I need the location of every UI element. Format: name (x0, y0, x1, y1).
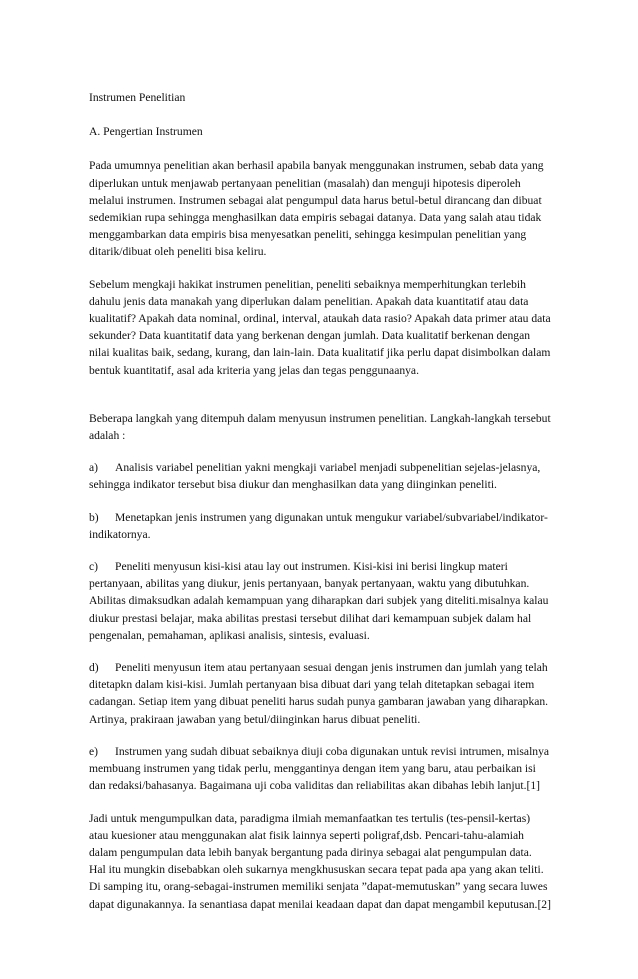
step-item-b (89, 509, 551, 543)
document-body (89, 89, 551, 928)
step-label: e) (89, 744, 99, 758)
step-text: Peneliti menyusun item atau pertanyaan sesuai dengan jenis instrumen dan jumlah yang telah ditetapkn dalam kisi-kisi. Jumlah pertanyaan bisa dibuat dari yang telah ditetapkan sebagai item cadangan. Setiap item yang dibuat peneliti harus sudah punya gambaran jawaban yang diharapkan. Artinya, prakiraan jawaban yang betul/diinginkan harus dibuat peneliti. (89, 661, 549, 726)
step-label: c) (89, 560, 99, 574)
paragraph-steps-intro: Beberapa langkah yang ditempuh dalam menyusun instrumen penelitian. Langkah-langkah tersebut adalah : (89, 411, 551, 443)
paragraph-intro: Pada umumnya penelitian akan berhasil apabila banyak menggunakan instrumen, sebab data yang diperlukan untuk menjawab pertanyaan penelitian (masalah) dan menguji hipotesis diperoleh melalui instrumen. Instrumen sebagai alat pengumpul data harus betul-betul dirancang dan dibuat sedemikian rupa sehingga menghasilkan data empiris sebagai datanya. Data yang salah atau tidak menggambarkan data empiris bisa menyesatkan peneliti, sehingga kesimpulan penelitian yang ditarik/dibuat oleh peneliti bisa keliru. (89, 159, 544, 259)
step-text: Peneliti menyusun kisi-kisi atau lay out instrumen. Kisi-kisi ini berisi lingkup materi pertanyaan, abilitas yang diukur, jenis pertanyaan, banyak pertanyaan, waktu yang dibutuhkan. Abilitas dimaksudkan adalah kemampuan yang diharapkan dari subjek yang diteliti.misalnya kalau diukur prestasi belajar, maka abilitas prestasi tersebut dilihat dari kemampuan subjek dalam hal pengenalan, pemahaman, aplikasi analisis, sintesis, evaluasi. (89, 560, 549, 642)
document-title: Instrumen Penelitian (89, 91, 186, 104)
step-label: b) (89, 510, 99, 524)
paragraph-before: Sebelum mengkaji hakikat instrumen penelitian, peneliti sebaiknya memperhitungkan terlebih dahulu jenis data manakah yang diperlukan dalam penelitian. Apakah data kuantitatif atau data kualitatif? Apakah data nominal, ordinal, interval, ataukah data rasio? Apakah data primer atau data sekunder? Data kuantitatif data yang berkenan dengan jumlah. Data kualitatif berkenan dengan nilai kualitas baik, sedang, kurang, dan lain-lain. Data kualitatif jika perlu dapat disimbolkan dalam bentuk kuantitatif, asal ada kriteria yang jelas dan tegas penggunaanya. (89, 277, 551, 377)
section-heading: A. Pengertian Instrumen (89, 125, 203, 139)
step-item-e (89, 743, 551, 795)
step-item-c (89, 558, 551, 644)
paragraph-closing: Jadi untuk mengumpulkan data, paradigma ilmiah memanfaatkan tes tertulis (tes-pensil-kertas) atau kuesioner atau menggunakan alat fisik lainnya seperti poligraf,dsb. Pencari-tahu-alamiah dalam pengumpulan data lebih banyak bergantung pada dirinya sebagai alat pengumpulan data. Hal itu mungkin disebabkan oleh sukarnya mengkhususkan secara tepat pada apa yang akan teliti. Di samping itu, orang-sebagai-instrumen memiliki senjata ”dapat-memutuskan” yang secara luwes dapat digunakannya. Ia senantiasa dapat menilai keadaan dapat dan dapat mengambil keputusan.[2] (89, 811, 551, 911)
step-text: Instrumen yang sudah dibuat sebaiknya diuji coba digunakan untuk revisi intrumen, misalnya membuang instrumen yang tidak perlu, menggantinya dengan item yang baru, atau perbaikan isi dan redaksi/bahasanya. Bagaimana uji coba validitas dan reliabilitas akan dibahas lebih lanjut.[1] (89, 744, 550, 793)
step-text: Analisis variabel penelitian yakni mengkaji variabel menjadi subpenelitian sejelas-jelasnya, sehingga indikator tersebut bisa diukur dan menghasilkan data yang diinginkan peneliti. (89, 461, 541, 492)
step-label: d) (89, 661, 99, 675)
step-text: Menetapkan jenis instrumen yang digunakan untuk mengukur variabel/subvariabel/indikator-indikatornya. (89, 510, 548, 541)
step-label: a) (89, 461, 99, 475)
step-item-a (89, 459, 551, 493)
step-item-d (89, 659, 551, 728)
